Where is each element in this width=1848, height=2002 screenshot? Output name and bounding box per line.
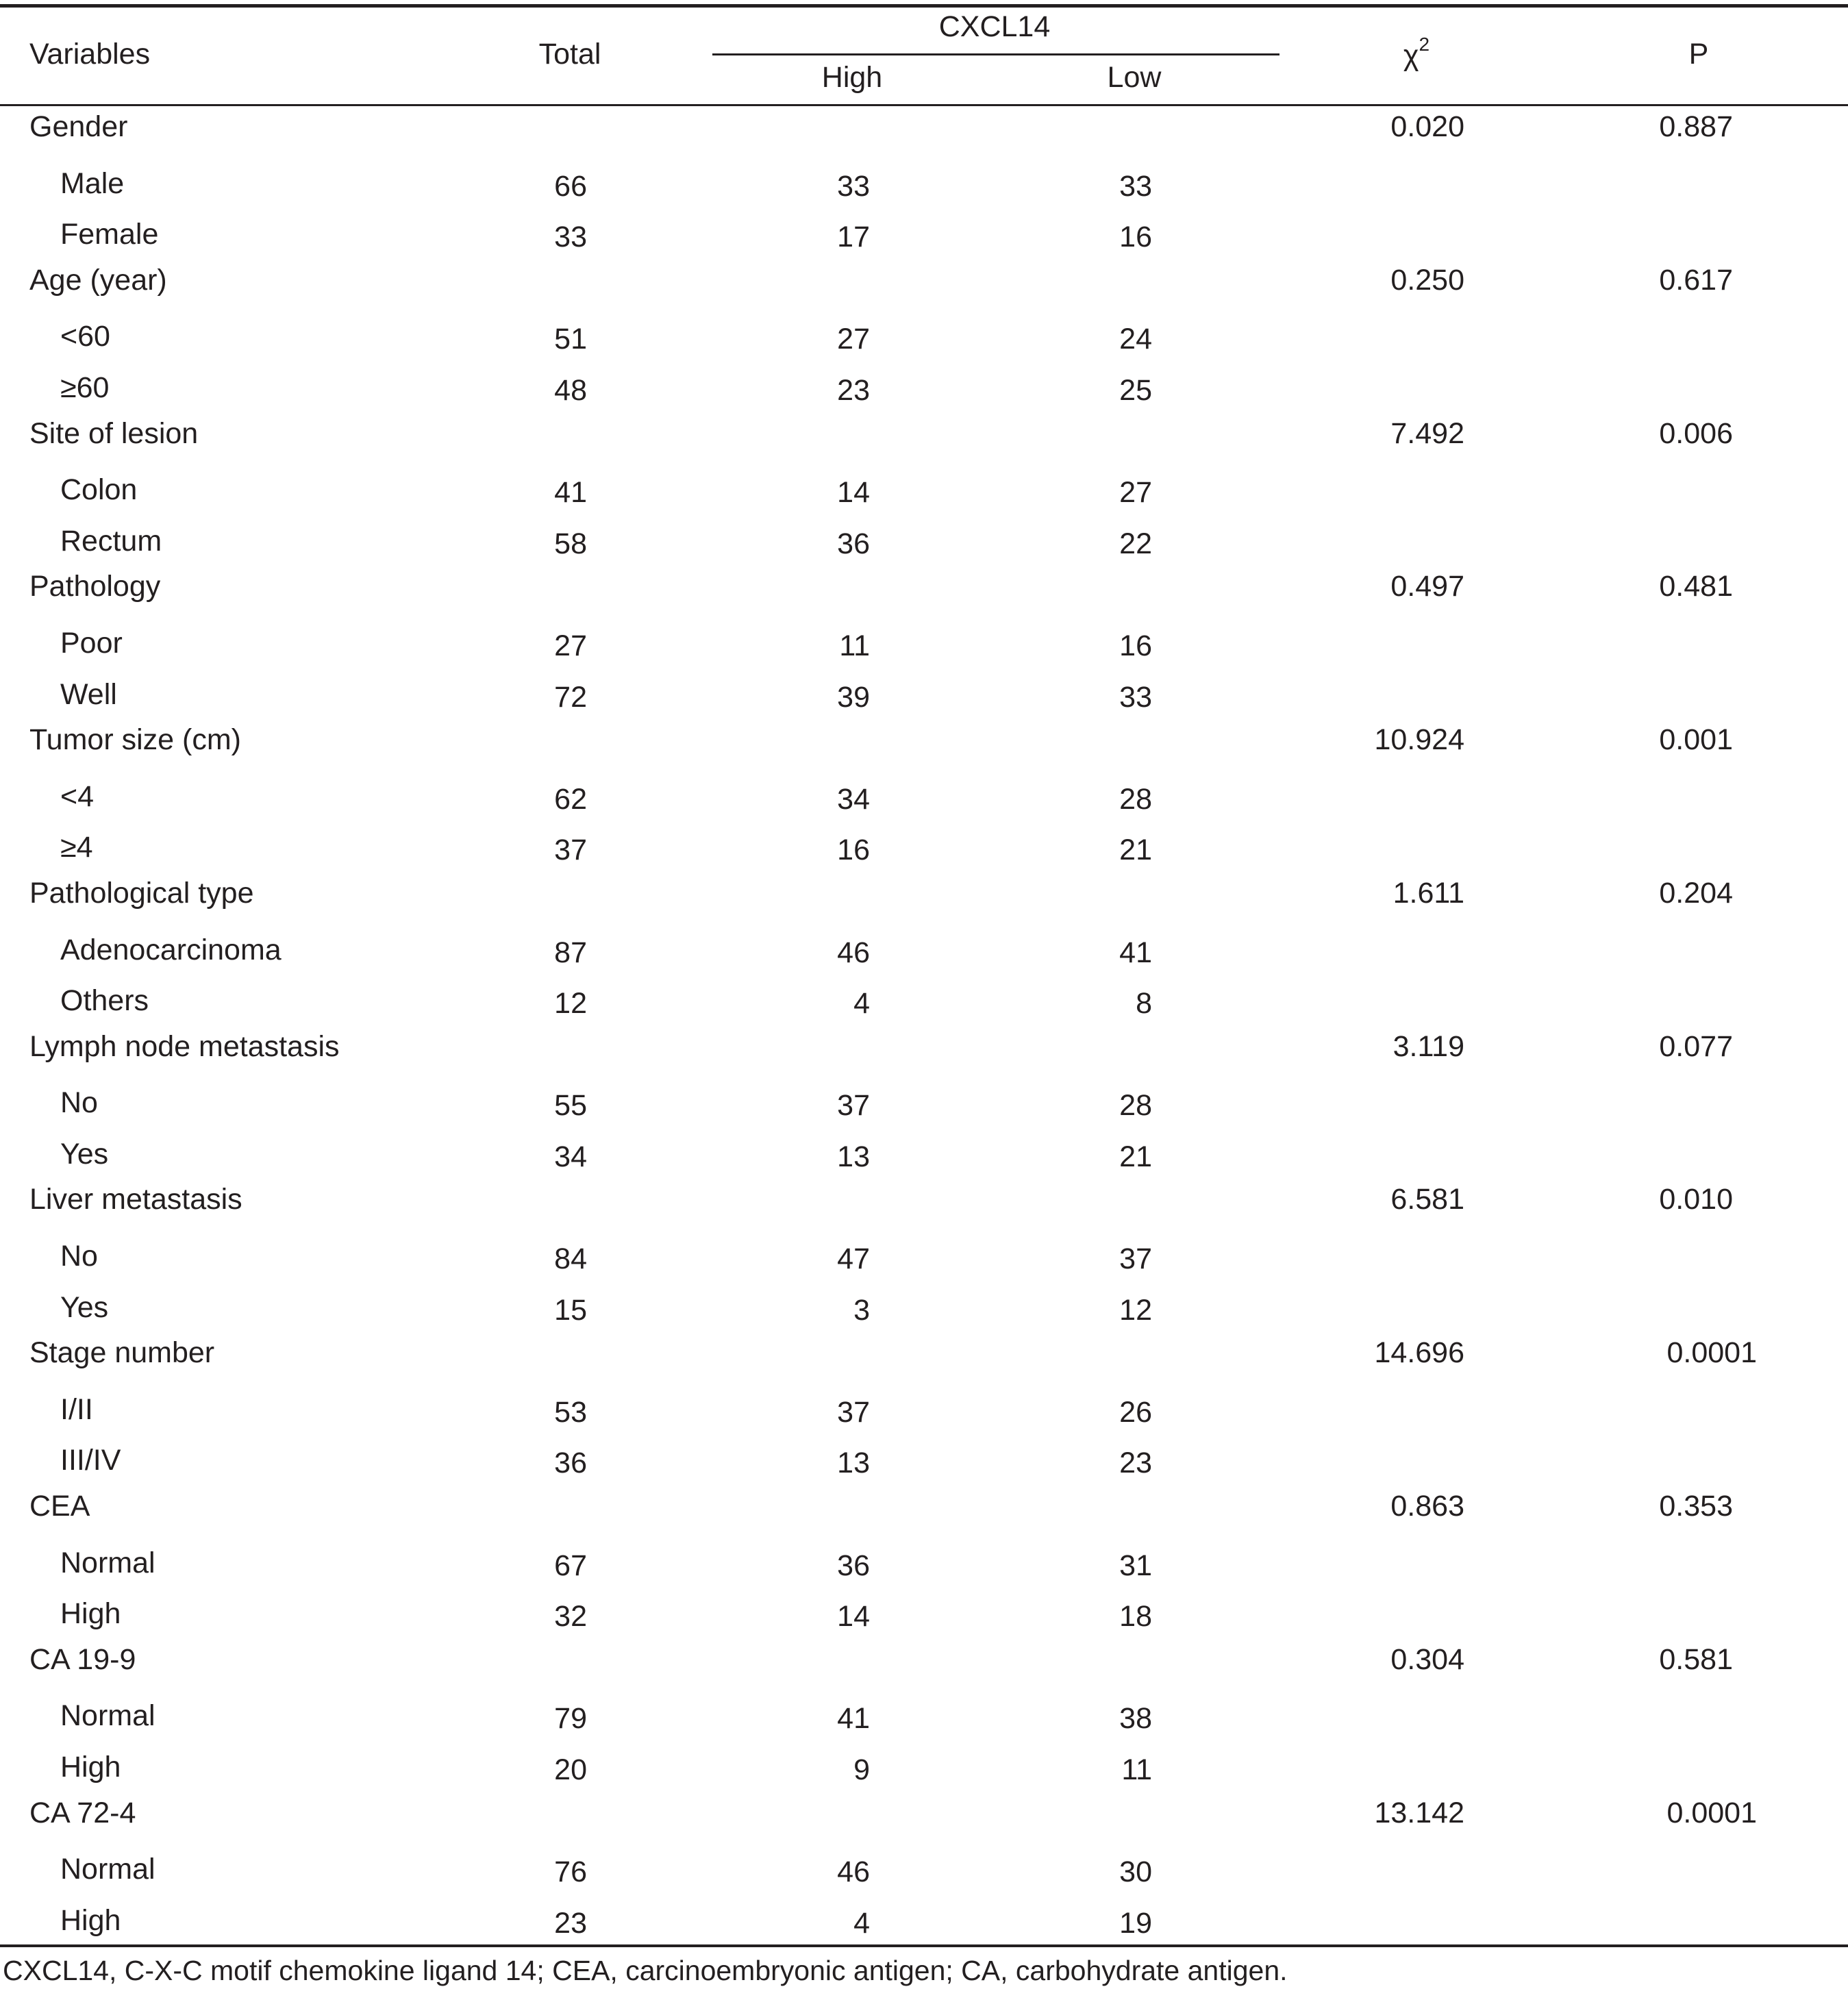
high-count: 23 <box>837 373 870 407</box>
header-p: P <box>1688 38 1709 71</box>
low-count: 26 <box>1119 1395 1152 1429</box>
table-row <box>0 821 1848 873</box>
chi-square-value: 3.119 <box>1393 1029 1464 1063</box>
total-count: 51 <box>554 323 587 356</box>
chi-symbol: χ <box>1403 39 1419 72</box>
header-cxcl14: CXCL14 <box>938 10 1051 43</box>
category-row <box>0 1792 1848 1844</box>
total-count: 84 <box>554 1242 587 1276</box>
p-value: 0.0001 <box>1666 1796 1757 1829</box>
chi-square-value: 0.863 <box>1390 1490 1464 1523</box>
table-row <box>0 1281 1848 1333</box>
low-count: 16 <box>1119 221 1152 254</box>
low-count: 22 <box>1119 527 1152 560</box>
subgroup-label: I/II <box>60 1392 93 1426</box>
low-count: 41 <box>1119 936 1152 969</box>
low-count: 23 <box>1119 1447 1152 1480</box>
subgroup-label: Adenocarcinoma <box>60 933 282 966</box>
low-count: 38 <box>1119 1702 1152 1736</box>
category-label: Site of lesion <box>29 416 199 450</box>
subgroup-label: High <box>60 1751 121 1784</box>
high-count: 4 <box>853 987 870 1021</box>
high-count: 46 <box>837 1855 870 1889</box>
high-count: 36 <box>837 527 870 560</box>
p-value: 0.887 <box>1659 110 1733 143</box>
chi-superscript: 2 <box>1419 33 1430 55</box>
high-count: 14 <box>837 1600 870 1634</box>
table-row <box>0 924 1848 975</box>
table-row <box>0 1741 1848 1792</box>
table-row <box>0 1230 1848 1281</box>
category-row <box>0 1026 1848 1077</box>
table-row <box>0 1384 1848 1435</box>
low-count: 19 <box>1119 1906 1152 1940</box>
total-count: 55 <box>554 1089 587 1123</box>
low-count: 33 <box>1119 169 1152 203</box>
high-count: 33 <box>837 169 870 203</box>
high-count: 9 <box>853 1753 870 1786</box>
category-row <box>0 1179 1848 1230</box>
low-count: 21 <box>1119 1140 1152 1173</box>
chi-square-value: 6.581 <box>1390 1183 1464 1216</box>
total-count: 41 <box>554 476 587 510</box>
high-count: 46 <box>837 936 870 969</box>
low-count: 33 <box>1119 680 1152 714</box>
high-count: 13 <box>837 1140 870 1173</box>
total-count: 72 <box>554 680 587 714</box>
table-row <box>0 310 1848 362</box>
subgroup-label: Male <box>60 166 125 200</box>
high-count: 3 <box>853 1293 870 1327</box>
subgroup-label: <4 <box>60 779 95 813</box>
table-row <box>0 362 1848 413</box>
total-count: 79 <box>554 1702 587 1736</box>
p-value: 0.204 <box>1659 876 1733 910</box>
category-row <box>0 1639 1848 1690</box>
low-count: 25 <box>1119 373 1152 407</box>
table-row <box>0 515 1848 566</box>
category-row <box>0 1486 1848 1537</box>
low-count: 27 <box>1119 476 1152 510</box>
subgroup-label: Normal <box>60 1546 155 1579</box>
p-value: 0.001 <box>1659 723 1733 757</box>
category-label: Gender <box>29 110 128 143</box>
low-count: 28 <box>1119 782 1152 816</box>
p-value: 0.353 <box>1659 1490 1733 1523</box>
category-row <box>0 413 1848 464</box>
category-row <box>0 260 1848 311</box>
category-label: Stage number <box>29 1336 215 1370</box>
table-row <box>0 158 1848 209</box>
p-value: 0.481 <box>1659 570 1733 603</box>
cxcl14-span-rule <box>712 53 1279 55</box>
table-row <box>0 1588 1848 1639</box>
total-count: 27 <box>554 629 587 662</box>
chi-square-value: 1.611 <box>1393 876 1464 910</box>
chi-square-value: 0.497 <box>1390 570 1464 603</box>
p-value: 0.077 <box>1659 1029 1733 1063</box>
category-row <box>0 1332 1848 1384</box>
top-rule <box>0 4 1848 8</box>
total-count: 23 <box>554 1906 587 1940</box>
low-count: 18 <box>1119 1600 1152 1634</box>
table-row <box>0 975 1848 1026</box>
subgroup-label: Rectum <box>60 524 162 558</box>
high-count: 41 <box>837 1702 870 1736</box>
subgroup-label: No <box>60 1086 98 1120</box>
table-row <box>0 1537 1848 1588</box>
chi-square-value: 0.304 <box>1390 1642 1464 1676</box>
category-row <box>0 566 1848 617</box>
chi-square-value: 14.696 <box>1374 1336 1464 1370</box>
p-value: 0.0001 <box>1666 1336 1757 1370</box>
low-count: 12 <box>1119 1293 1152 1327</box>
subgroup-label: Colon <box>60 473 138 507</box>
high-count: 11 <box>839 629 870 662</box>
high-count: 13 <box>837 1447 870 1480</box>
table-row <box>0 208 1848 260</box>
subgroup-label: Well <box>60 677 117 711</box>
subgroup-label: Female <box>60 218 159 251</box>
subgroup-label: High <box>60 1903 121 1937</box>
header-variables: Variables <box>29 38 151 71</box>
category-label: Age (year) <box>29 263 167 297</box>
table-row <box>0 617 1848 668</box>
low-count: 16 <box>1119 629 1152 662</box>
subgroup-label: Others <box>60 984 149 1018</box>
high-count: 37 <box>837 1395 870 1429</box>
table-row <box>0 668 1848 720</box>
category-label: Lymph node metastasis <box>29 1029 340 1063</box>
subgroup-label: Poor <box>60 626 123 660</box>
table-row <box>0 1690 1848 1741</box>
category-row <box>0 719 1848 771</box>
subgroup-label: ≥60 <box>60 371 110 404</box>
subgroup-label: Normal <box>60 1699 155 1733</box>
header-chi-square <box>1403 33 1430 73</box>
table-row <box>0 1128 1848 1179</box>
table-row <box>0 464 1848 515</box>
table-row <box>0 1843 1848 1894</box>
low-count: 24 <box>1119 323 1152 356</box>
low-count: 8 <box>1136 987 1152 1021</box>
total-count: 34 <box>554 1140 587 1173</box>
header-high: High <box>821 61 883 94</box>
p-value: 0.617 <box>1659 263 1733 297</box>
subgroup-label: III/IV <box>60 1444 121 1477</box>
header-total: Total <box>538 38 601 71</box>
category-row <box>0 106 1848 158</box>
high-count: 37 <box>837 1089 870 1123</box>
total-count: 67 <box>554 1549 587 1582</box>
high-count: 17 <box>837 221 870 254</box>
bottom-rule <box>0 1944 1848 1947</box>
total-count: 48 <box>554 373 587 407</box>
p-value: 0.581 <box>1659 1642 1733 1676</box>
table-footnote: CXCL14, C-X-C motif chemokine ligand 14; CEA, carcinoembryonic antigen; CA, carbohydrate antigen. <box>3 1955 1288 1986</box>
category-label: Pathological type <box>29 876 254 910</box>
category-label: Pathology <box>29 570 161 603</box>
subgroup-label: Yes <box>60 1137 109 1171</box>
low-count: 30 <box>1119 1855 1152 1889</box>
total-count: 37 <box>554 834 587 867</box>
subgroup-label: ≥4 <box>60 831 93 864</box>
high-count: 34 <box>837 782 870 816</box>
low-count: 21 <box>1119 834 1152 867</box>
table-row <box>0 1077 1848 1128</box>
subgroup-label: High <box>60 1597 121 1631</box>
total-count: 33 <box>554 221 587 254</box>
category-row <box>0 873 1848 924</box>
high-count: 4 <box>853 1906 870 1940</box>
total-count: 15 <box>554 1293 587 1327</box>
high-count: 14 <box>837 476 870 510</box>
low-count: 11 <box>1121 1753 1152 1786</box>
high-count: 47 <box>837 1242 870 1276</box>
total-count: 87 <box>554 936 587 969</box>
p-value: 0.010 <box>1659 1183 1733 1216</box>
high-count: 27 <box>837 323 870 356</box>
low-count: 28 <box>1119 1089 1152 1123</box>
category-label: CA 72-4 <box>29 1796 136 1829</box>
subgroup-label: No <box>60 1240 98 1273</box>
total-count: 62 <box>554 782 587 816</box>
total-count: 20 <box>554 1753 587 1786</box>
total-count: 12 <box>554 987 587 1021</box>
total-count: 58 <box>554 527 587 560</box>
low-count: 37 <box>1119 1242 1152 1276</box>
category-label: CA 19-9 <box>29 1642 136 1676</box>
chi-square-value: 13.142 <box>1374 1796 1464 1829</box>
chi-square-value: 7.492 <box>1390 416 1464 450</box>
low-count: 31 <box>1119 1549 1152 1582</box>
category-label: CEA <box>29 1490 90 1523</box>
high-count: 36 <box>837 1549 870 1582</box>
total-count: 53 <box>554 1395 587 1429</box>
table-row <box>0 771 1848 822</box>
total-count: 32 <box>554 1600 587 1634</box>
category-label: Tumor size (cm) <box>29 723 241 757</box>
total-count: 76 <box>554 1855 587 1889</box>
subgroup-label: Yes <box>60 1290 109 1324</box>
chi-square-value: 0.250 <box>1390 263 1464 297</box>
total-count: 66 <box>554 169 587 203</box>
table-row <box>0 1434 1848 1486</box>
high-count: 39 <box>837 680 870 714</box>
p-value: 0.006 <box>1659 416 1733 450</box>
subgroup-label: <60 <box>60 320 110 353</box>
high-count: 16 <box>837 834 870 867</box>
table-row <box>0 1894 1848 1946</box>
header-low: Low <box>1107 61 1162 94</box>
category-label: Liver metastasis <box>29 1183 242 1216</box>
table-body <box>0 106 1848 1945</box>
subgroup-label: Normal <box>60 1853 155 1886</box>
chi-square-value: 0.020 <box>1390 110 1464 143</box>
total-count: 36 <box>554 1447 587 1480</box>
chi-square-value: 10.924 <box>1374 723 1464 757</box>
